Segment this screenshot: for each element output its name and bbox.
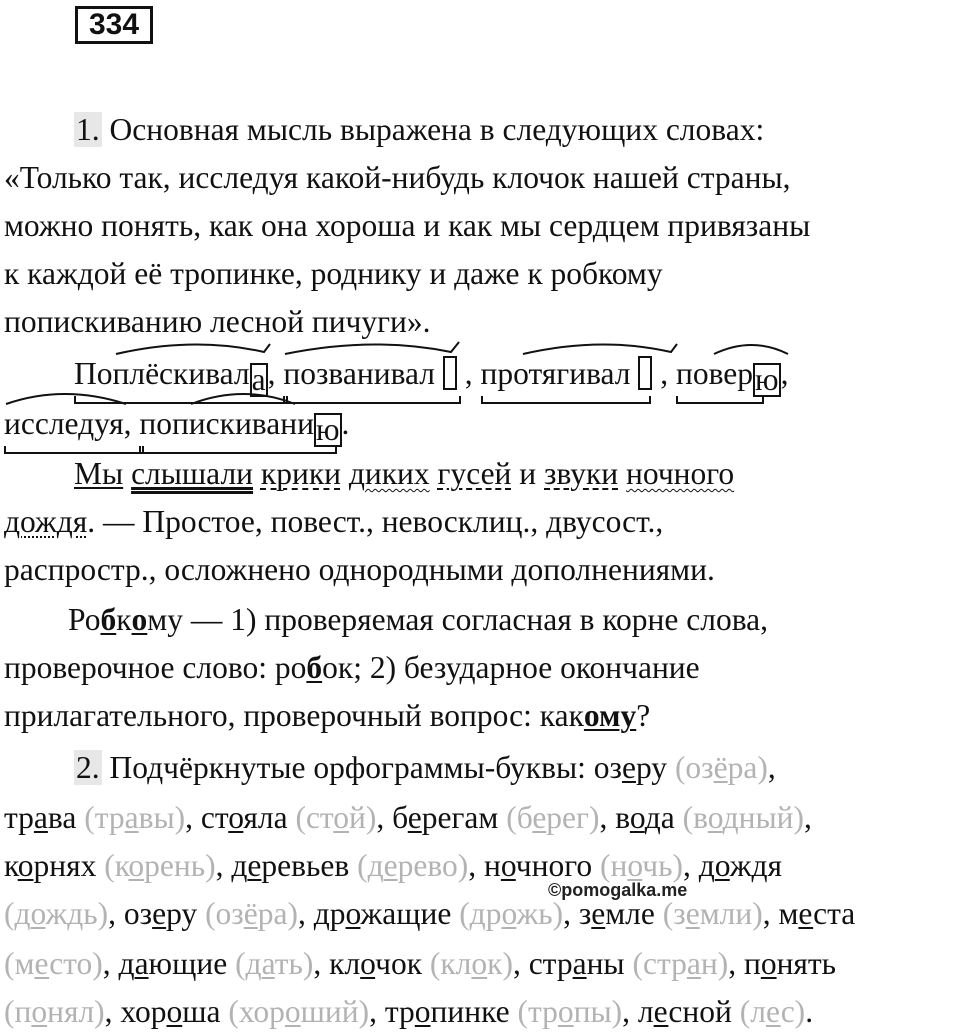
morph-stem: протягивал <box>480 356 631 391</box>
root-arc-icon <box>4 392 134 406</box>
comma: , <box>660 356 669 391</box>
comma: , <box>780 356 789 391</box>
text: — 1) проверяемая согласная в корне слова, <box>182 602 769 637</box>
comma: , <box>267 356 276 391</box>
morph-word <box>4 400 124 448</box>
sentence-line-1 <box>74 450 734 498</box>
root-arc-icon <box>189 392 299 406</box>
morph-stem: повер <box>676 356 754 391</box>
robkomu-line-1 <box>68 596 768 644</box>
text: прилагательного, проверочный вопрос: как <box>4 698 584 733</box>
text: ? <box>636 698 651 733</box>
object: гусей <box>437 456 512 491</box>
text: Ро <box>68 602 101 637</box>
morph-line-2 <box>4 400 349 448</box>
morph-ending: ю <box>315 412 340 447</box>
p1-line-2: «Только так, исследуя какой-нибудь клочок нашей страны, <box>4 160 791 195</box>
text: му <box>147 602 183 637</box>
morph-ending: ю <box>755 362 779 397</box>
morph-stem: Поплёскивал <box>74 356 250 391</box>
p2-line-5: (место), дающие (дать), клочок (клок), страны (стран), понять <box>4 946 837 981</box>
sentence-line-3: распростр., осложнено однородными дополнениями. <box>4 552 715 587</box>
p1-line-4: к каждой её тропинке, роднику и даже к робкому <box>4 256 663 291</box>
morph-ending-empty <box>638 356 652 390</box>
stem-bracket <box>676 396 764 404</box>
period: . <box>341 406 350 441</box>
robkomu-line-2 <box>4 644 700 692</box>
morph-word <box>74 350 268 398</box>
p2-line-3: корнях (корень), деревьев (дерево), ночного (ночь), дождя <box>4 848 783 883</box>
p1-text: Основная мысль выражена в следующих словах: <box>109 112 765 147</box>
object: дождя <box>4 504 88 539</box>
root-arc-icon <box>114 342 274 356</box>
subject: Мы <box>74 456 124 491</box>
text: ок; 2) безударное окончание <box>322 650 700 685</box>
morph-word <box>676 350 781 398</box>
p1-line-1 <box>74 106 764 154</box>
p2-line-2: трава (травы), стояла (стой), берегам (берег), вода (водный), <box>4 800 812 835</box>
morph-line-1 <box>74 350 788 398</box>
morph-ending-empty <box>443 356 457 390</box>
orthogram: ому <box>583 698 637 733</box>
object: крики <box>260 456 341 491</box>
p1-line-3: можно понять, как она хороша и как мы сердцем привязаны <box>4 208 811 243</box>
attribute: диких <box>348 456 430 491</box>
morph-stem: исследуя <box>4 406 124 441</box>
sentence-characteristics: . — Простое, повест., невосклиц., двусост., <box>87 504 664 539</box>
p1-label: 1. <box>76 112 100 147</box>
attribute: ночного <box>626 456 735 491</box>
object: звуки <box>544 456 619 491</box>
task-number: 334 <box>75 6 153 44</box>
sentence-line-2 <box>4 498 663 546</box>
orthogram: о <box>131 602 148 637</box>
comma: , <box>123 406 132 441</box>
morph-word <box>139 400 341 448</box>
root-arc-icon <box>283 342 463 356</box>
morph-ending: а <box>251 362 266 397</box>
morph-word <box>481 350 653 398</box>
morph-stem: попискивани <box>139 406 314 441</box>
orthogram: б <box>306 650 323 685</box>
text: Подчёркнутые орфограммы-буквы: <box>109 750 594 785</box>
conjunction: и <box>519 456 537 491</box>
text: к <box>116 602 132 637</box>
p2-line-1: 2. Подчёркнутые орфограммы-буквы: озеру (озёра), <box>76 750 776 785</box>
p1-line-5: попискиванию лесной пичуги». <box>4 304 431 339</box>
text: проверочное слово: ро <box>4 650 307 685</box>
p2-line-4: (дождь), озеру (озёра), дрожащие (дрожь), земле (земли), места <box>4 896 856 931</box>
morph-stem: позванивал <box>283 356 436 391</box>
stem-bracket <box>481 396 651 404</box>
watermark: ©pomogalka.me <box>548 880 688 900</box>
p2-line-6: (понял), хороша (хороший), тропинке (тропы), лесной (лес). <box>4 994 814 1029</box>
robkomu-line-3 <box>4 692 650 740</box>
comma: , <box>464 356 473 391</box>
morph-word <box>283 350 457 398</box>
orthogram: б <box>100 602 117 637</box>
predicate: слышали <box>131 456 254 491</box>
p2-label: 2. <box>76 750 100 785</box>
root-arc-icon <box>521 342 681 356</box>
root-arc-icon <box>712 342 792 356</box>
